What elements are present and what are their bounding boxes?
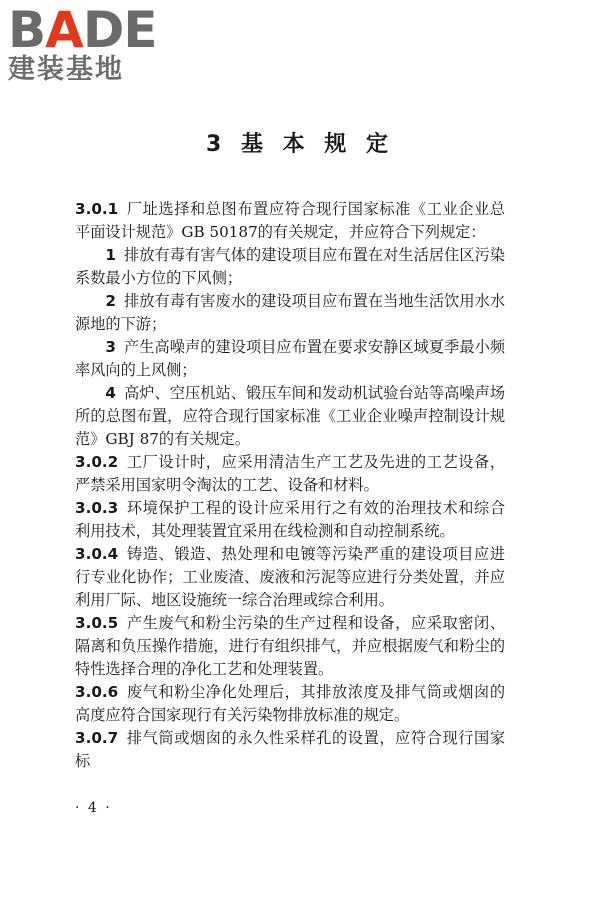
- list-item: [75, 290, 505, 336]
- clause: [75, 543, 505, 612]
- item-number: 3: [105, 338, 116, 356]
- item-number: 4: [105, 384, 116, 402]
- clause: [75, 198, 505, 244]
- clause-text: 产生废气和粉尘污染的生产过程和设备，应采取密闭、隔离和负压操作措施，进行有组织排气，并应根据废气和粉尘的特性选择合理的净化工艺和处理装置。: [75, 614, 505, 678]
- bade-logo: [8, 1, 178, 94]
- clause-number: 3.0.7: [75, 729, 119, 747]
- page-number: · 4 ·: [75, 800, 112, 816]
- clause-number: 3.0.2: [75, 453, 119, 471]
- logo-subtitle: 建装基地: [8, 54, 124, 85]
- chapter-title: 3 基 本 规 定: [206, 132, 394, 157]
- clause-number: 3.0.6: [75, 683, 119, 701]
- clause: [75, 681, 505, 727]
- clause-text: 排气筒或烟囱的永久性采样孔的设置，应符合现行国家标: [75, 729, 505, 770]
- item-number: 1: [105, 246, 116, 264]
- document-body: [75, 198, 505, 773]
- clause-text: 废气和粉尘净化处理后，其排放浓度及排气筒或烟囱的高度应符合国家现行有关污染物排放标准的规定。: [75, 683, 505, 724]
- list-item: [75, 244, 505, 290]
- clause-number: 3.0.3: [75, 499, 119, 517]
- clause-text: 厂址选择和总图布置应符合现行国家标准《工业企业总平面设计规范》GB 50187的有关规定，并应符合下列规定：: [75, 200, 505, 241]
- item-text: 排放有毒有害气体的建设项目应布置在对生活居住区污染系数最小方位的下风侧；: [75, 246, 505, 287]
- item-text: 排放有毒有害废水的建设项目应布置在当地生活饮用水水源地的下游；: [75, 292, 505, 333]
- clause-text: 铸造、锻造、热处理和电镀等污染严重的建设项目应进行专业化协作；工业废渣、废液和污泥等应进行分类处置，并应利用厂际、地区设施统一综合治理或综合利用。: [75, 545, 505, 609]
- item-text: 产生高噪声的建设项目应布置在要求安静区域夏季最小频率风向的上风侧；: [75, 338, 505, 379]
- item-text: 高炉、空压机站、锻压车间和发动机试验台站等高噪声场所的总图布置，应符合现行国家标准《工业企业噪声控制设计规范》GBJ 87的有关规定。: [75, 384, 505, 448]
- item-number: 2: [105, 292, 116, 310]
- list-item: [75, 382, 505, 451]
- logo-wordmark: BADE: [8, 1, 157, 59]
- clause-text: 环境保护工程的设计应采用行之有效的治理技术和综合利用技术，其处理装置宜采用在线检测和自动控制系统。: [75, 499, 505, 540]
- clause-number: 3.0.1: [75, 200, 119, 218]
- list-item: [75, 336, 505, 382]
- clause: [75, 497, 505, 543]
- clause: [75, 612, 505, 681]
- clause: [75, 451, 505, 497]
- clause: [75, 727, 505, 773]
- clause-text: 工厂设计时，应采用清洁生产工艺及先进的工艺设备，严禁采用国家明令淘汰的工艺、设备和材料。: [75, 453, 505, 494]
- clause-number: 3.0.5: [75, 614, 119, 632]
- clause-number: 3.0.4: [75, 545, 119, 563]
